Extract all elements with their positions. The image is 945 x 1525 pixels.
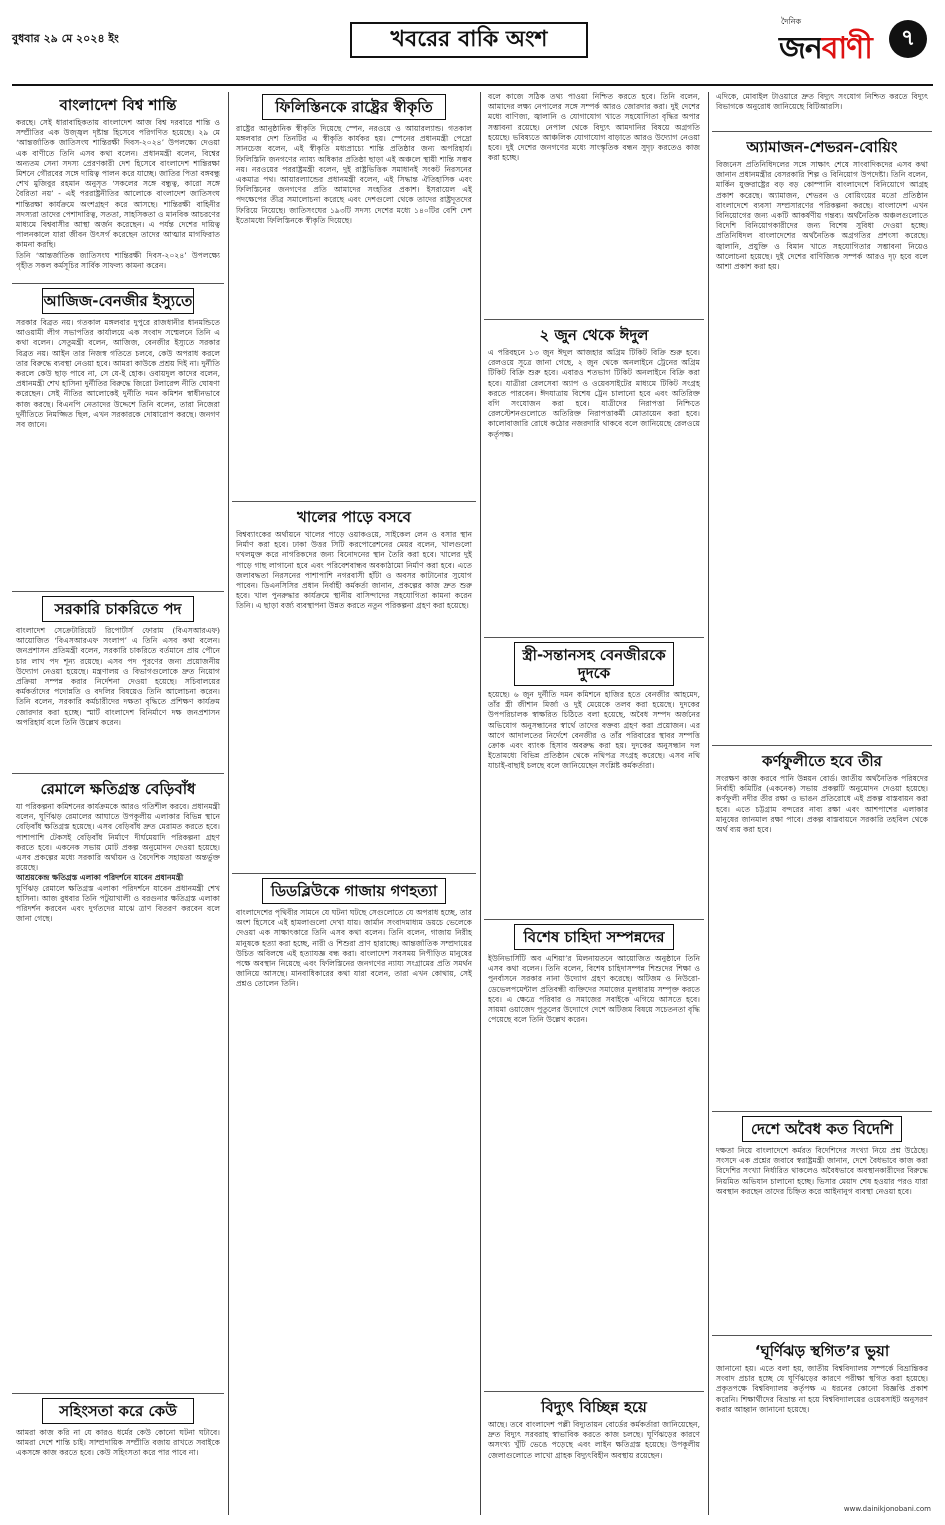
masthead: [12, 8, 933, 86]
headline: ডিডব্লিউকে গাজায় গণহত্যা: [262, 878, 446, 904]
article-palestine-recognition: [232, 92, 476, 502]
article-remal-embankment: [12, 776, 224, 1394]
headline: সরকারি চাকরিতে পদ: [42, 596, 194, 622]
article-body: করছে। সেই ধারাবাহিকতায় বাংলাদেশ আজ বিশ্ব দরবারে শান্তি ও সম্প্রীতির এক উজ্জ্বল দৃষ্টান্ত হিসেবে পরিগণিত হয়েছে। ২৯ মে ‘আন্তর্জাতিক জাতিসংঘ শান্তিরক্ষী দিবস-২০২৪’ উপলক্ষ্যে দেওয়া এক বাণীতে তিনি এসব কথা বলেন। প্রধানমন্ত্রী বলেন, বিশ্বের অন্যতম সেনা সদস্য প্রেরণকারী দেশ হিসেবে বাংলাদেশ শান্তিরক্ষা মিশনে গৌরবের সঙ্গে দায়িত্ব পালন করে যাচ্ছে। জাতির পিতা বঙ্গবন্ধু শেখ মুজিবুর রহমান অনুসৃত ‘সকলের সঙ্গে বন্ধুত্ব, কারো সঙ্গে বৈরিতা নয়’ - এই পররাষ্ট্রনীতির আলোকে বাংলাদেশ জাতিসংঘ শান্তিরক্ষা কার্যক্রমে অংশগ্রহণ করে আসছে। শান্তিরক্ষী বাহিনীর সদস্যরা তাদের পেশাদারিত্ব, সততা, সাহসিকতা ও মানবিক আচরণের মাধ্যমে বিশ্ববাসীর আস্থা অর্জন করেছেন। এ পর্যন্ত দেশের দায়িত্ব পালনকালে যারা জীবন উৎসর্গ করেছেন তাদের আত্মার মাগফিরাত কামনা করছি।: [16, 118, 220, 250]
headline: কর্ণফুলীতে হবে তীর: [762, 752, 882, 770]
headline: আজিজ-বেনজীর ইস্যুতে: [42, 288, 194, 314]
article-fake-news: [712, 1338, 932, 1515]
column-4: [712, 92, 932, 1515]
article-body: সংরক্ষণ কাজ করবে পানি উন্নয়ন বোর্ড। জাতীয় অর্থনৈতিক পরিষদের নির্বাহী কমিটির (একনেক) সভায় প্রকল্পটি অনুমোদন দেওয়া হয়েছে। কর্ণফুলী নদীর তীর রক্ষা ও ভাঙন প্রতিরোধে এই প্রকল্প বাস্তবায়ন করা হবে। এতে চট্টগ্রাম বন্দরের নাব্য রক্ষা এবং আশপাশের এলাকার মানুষের জানমাল রক্ষা পাবে। প্রকল্প বাস্তবায়নে সরকারি তহবিল থেকে অর্থ ব্যয় করা হবে।: [716, 774, 928, 835]
website-url: www.dainikjonobani.com: [843, 1505, 931, 1513]
page-number-badge: ৭: [889, 20, 927, 58]
article-body: দক্ষতা নিয়ে বাংলাদেশে কর্মরত বিদেশিদের সংখ্যা নিয়ে প্রশ্ন উঠেছে। সংসদে এক প্রশ্নের জবাবে স্বরাষ্ট্রমন্ত্রী জানান, দেশে বৈধভাবে কাজ করা বিদেশির সংখ্যা নির্ধারিত থাকলেও অবৈধভাবে অবস্থানকারীদের বিরুদ্ধে নিয়মিত অভিযান চালানো হচ্ছে। ভিসার মেয়াদ শেষ হওয়ার পরও যারা অবস্থান করছেন তাদের চিহ্নিত করে আইনানুগ ব্যবস্থা নেওয়া হবে।: [716, 1146, 928, 1196]
article-body: ইউনিভার্সিটি অব এশিয়া’র মিলনায়তনে আয়োজিত অনুষ্ঠানে তিনি এসব কথা বলেন। তিনি বলেন, বিশেষ চাহিদাসম্পন্ন শিশুদের শিক্ষা ও পুনর্বাসনে সরকার নানা উদ্যোগ গ্রহণ করেছে। অটিজম ও নিউরো-ডেভেলপমেন্টাল প্রতিবন্ধী ব্যক্তিদের সমাজের মূলধারায় সম্পৃক্ত করতে হবে। এ ক্ষেত্রে পরিবার ও সমাজের সবাইকে এগিয়ে আসতে হবে। সায়মা ওয়াজেদ পুতুলের উদ্যোগে দেশে অটিজম বিষয়ে সচেতনতা বৃদ্ধি পেয়েছে বলে তিনি উল্লেখ করেন।: [488, 954, 700, 1025]
article-body: আছে। তবে বাংলাদেশ পল্লী বিদ্যুতায়ন বোর্ডের কর্মকর্তারা জানিয়েছেন, দ্রুত বিদ্যুৎ সরবরাহ স্বাভাবিক করতে কাজ চলছে। ঘূর্ণিঝড়ের কারণে অসংখ্য খুঁটি ভেঙে পড়েছে এবং লাইন ক্ষতিগ্রস্ত হয়েছে। উপকূলীয় জেলাগুলোতে লাখো গ্রাহক বিদ্যুৎবিহীন অবস্থায় রয়েছেন।: [488, 1420, 700, 1460]
headline: ‘ঘূর্ণিঝড় স্থগিত’র ভুয়া: [754, 1342, 890, 1360]
article-dw-gaza: [232, 876, 476, 1515]
headline: অ্যামাজন-শেভরন-বোয়িং: [746, 138, 898, 156]
article-body: বলে কাজে সঠিক তথ্য পাওয়া নিশ্চিত করতে হবে। তিনি বলেন, আমাদের লক্ষ্য নেপালের সঙ্গে সম্পর্ক আরও জোরদার করা। দুই দেশের মধ্যে বাণিজ্য, জ্বালানি ও যোগাযোগ খাতে সহযোগিতা বৃদ্ধির অপার সম্ভাবনা রয়েছে। নেপাল থেকে বিদ্যুৎ আমদানির বিষয়ে অগ্রগতি হয়েছে। ভবিষ্যতে আঞ্চলিক যোগাযোগ বাড়াতে আরও উদ্যোগ নেওয়া হবে। দুই দেশের জনগণের মধ্যে সাংস্কৃতিক বন্ধন সুদৃঢ় করতেও কাজ করা হচ্ছে।: [488, 92, 700, 163]
article-illegal-foreigners: [712, 1114, 932, 1336]
article-body: রাষ্ট্রের আনুষ্ঠানিক স্বীকৃতি দিয়েছে স্পেন, নরওয়ে ও আয়ারল্যান্ড। গতকাল মঙ্গলবার দেশ তিনটির এ স্বীকৃতি কার্যকর হয়। স্পেনের প্রধানমন্ত্রী পেদ্রো সানচেজ বলেন, এই স্বীকৃতি মধ্যপ্রাচ্যে শান্তি প্রতিষ্ঠার জন্য অপরিহার্য। ফিলিস্তিনি জনগণের ন্যায্য অধিকার প্রতিষ্ঠা ছাড়া এই অঞ্চলে স্থায়ী শান্তি সম্ভব নয়। নরওয়ের পররাষ্ট্রমন্ত্রী বলেন, দুই রাষ্ট্রভিত্তিক সমাধানই সংকট নিরসনের একমাত্র পথ। আয়ারল্যান্ডের প্রধানমন্ত্রী বলেন, এই সিদ্ধান্ত ঐতিহাসিক এবং ফিলিস্তিনের জনগণের প্রতি আমাদের সংহতির প্রকাশ। ইসরায়েল এই পদক্ষেপের তীব্র সমালোচনা করেছে এবং দেশগুলো থেকে তাদের রাষ্ট্রদূতদের ফিরিয়ে নিয়েছে। জাতিসংঘের ১৯৩টি সদস্য দেশের মধ্যে ১৪০টির বেশি দেশ ইতোমধ্যে ফিলিস্তিনকে স্বীকৃতি দিয়েছে।: [236, 124, 472, 225]
headline: খালের পাড়ে বসবে: [296, 508, 411, 526]
article-violence: [12, 1396, 224, 1515]
headline: স্ত্রী-সন্তানসহ বেনজীরকে দুদকে: [514, 642, 674, 686]
article-benazir-acc: [484, 640, 704, 920]
column-rule: [708, 92, 709, 1515]
article-body: তিনি ‘আন্তর্জাতিক জাতিসংঘ শান্তিরক্ষী দিবস-২০২৪’ উপলক্ষ্যে গৃহীত সকল কর্মসূচির সার্বিক সাফল্য কামনা করেন।: [16, 250, 220, 270]
article-body: সরকার বিব্রত নয়। গতকাল মঙ্গলবার দুপুরে রাজধানীর ধানমন্ডিতে আওয়ামী লীগ সভাপতির কার্যালয়ে এক সংবাদ সম্মেলনে তিনি এ কথা বলেন। সেতুমন্ত্রী বলেন, আজিজ, বেনজীর ইস্যুতে সরকার বিব্রত নয়। আইন তার নিজস্ব গতিতে চলবে, কেউ অপরাধ করলে তার বিরুদ্ধে ব্যবস্থা নেওয়া হবে। আমরা কাউকে প্রশ্রয় দিই না। দুর্নীতি করলে কেউ ছাড় পাবে না, সে যে-ই হোক। ওবায়দুল কাদের বলেন, প্রধানমন্ত্রী শেখ হাসিনা দুর্নীতির বিরুদ্ধে জিরো টলারেন্স নীতি ঘোষণা করেছেন। সেই নীতির আলোকেই দুর্নীতি দমন কমিশন স্বাধীনভাবে কাজ করছে। বিএনপি নেতাদের উদ্দেশে তিনি বলেন, তারা নিজেরা দুর্নীতিতে নিমজ্জিত ছিল, এখন সরকারকে দোষারোপ করছে। জনগণ সব জানে।: [16, 318, 220, 430]
column-rule: [228, 92, 229, 1515]
column-3: [484, 92, 704, 1515]
column-rule: [480, 92, 481, 1515]
article-karnaphuli: [712, 748, 932, 1112]
headline: সহিংসতা করে কেউ: [42, 1398, 194, 1424]
headline: বিশেষ চাহিদা সম্পন্নদের: [514, 924, 674, 950]
headline: ২ জুন থেকে ঈদুল: [539, 326, 649, 344]
article-body: বিজনেস প্রতিনিধিদলের সঙ্গে সাক্ষাৎ শেষে সাংবাদিকদের এসব কথা জানান প্রধানমন্ত্রীর বেসরকারি শিল্প ও বিনিয়োগ উপদেষ্টা। তিনি বলেন, মার্কিন যুক্তরাষ্ট্রের বড় বড় কোম্পানি বাংলাদেশে বিনিয়োগে আগ্রহ প্রকাশ করেছে। অ্যামাজন, শেভরন ও বোয়িংয়ের মতো প্রতিষ্ঠান বাংলাদেশে ব্যবসা সম্প্রসারণের পরিকল্পনা করছে। বাংলাদেশ এখন বিনিয়োগের জন্য একটি আকর্ষণীয় গন্তব্য। অর্থনৈতিক অঞ্চলগুলোতে বিদেশি বিনিয়োগকারীদের জন্য বিশেষ সুবিধা দেওয়া হচ্ছে। প্রতিনিধিদল বাংলাদেশের অর্থনৈতিক অগ্রগতির প্রশংসা করেছে। জ্বালানি, প্রযুক্তি ও বিমান খাতে সহযোগিতার সম্ভাবনা নিয়েও আলোচনা হয়েছে। দুই দেশের বাণিজ্যিক সম্পর্ক আরও দৃঢ় হবে বলে আশা প্রকাশ করা হয়।: [716, 160, 928, 272]
article-body: হয়েছে। ৬ জুন দুর্নীতি দমন কমিশনে হাজির হতে বেনজীর আহমেদ, তাঁর স্ত্রী জীশান মির্জা ও দুই মেয়েকে তলব করা হয়েছে। দুদকের উপপরিচালক স্বাক্ষরিত চিঠিতে বলা হয়েছে, অবৈধ সম্পদ অর্জনের অভিযোগ অনুসন্ধানের স্বার্থে তাদের বক্তব্য গ্রহণ করা প্রয়োজন। এর আগে আদালতের নির্দেশে বেনজীর ও তাঁর পরিবারের স্থাবর সম্পত্তি ক্রোক এবং ব্যাংক হিসাব অবরুদ্ধ করা হয়। দুদকের অনুসন্ধান দল ইতোমধ্যে বিভিন্ন প্রতিষ্ঠান থেকে নথিপত্র সংগ্রহ করেছে। এসব নথি যাচাই-বাছাই চলছে বলে জানিয়েছেন সংশ্লিষ্ট কর্মকর্তারা।: [488, 690, 700, 771]
article-eid-tickets: [484, 322, 704, 638]
article-body: বাংলাদেশ সেক্রেটারিয়েট রিপোর্টার্স ফোরাম (বিএসআরএফ) আয়োজিত ‘বিএসআরএফ সংলাপ’ এ তিনি এসব কথা বলেন। জনপ্রশাসন প্রতিমন্ত্রী বলেন, সরকারি চাকরিতে বর্তমানে প্রায় পৌনে চার লাখ পদ শূন্য রয়েছে। এসব পদ পূরণের জন্য প্রয়োজনীয় উদ্যোগ নেওয়া হয়েছে। মন্ত্রণালয় ও বিভাগগুলোকে দ্রুত নিয়োগ প্রক্রিয়া সম্পন্ন করার নির্দেশনা দেওয়া হয়েছে। সচিবালয়ের কর্মকর্তাদের পদোন্নতি ও বদলির বিষয়েও তিনি আলোচনা করেন। তিনি বলেন, সরকারি কর্মচারীদের দক্ষতা বৃদ্ধিতে প্রশিক্ষণ কার্যক্রম জোরদার করা হচ্ছে। স্মার্ট বাংলাদেশ বিনির্মাণে দক্ষ জনপ্রশাসন অপরিহার্য বলে তিনি উল্লেখ করেন।: [16, 626, 220, 727]
logo-wordmark: জনবাণী: [779, 31, 872, 66]
headline: রেমালে ক্ষতিগ্রস্ত বেড়িবাঁধ: [40, 780, 196, 798]
headline: ফিলিস্তিনকে রাষ্ট্রের স্বীকৃতি: [262, 94, 446, 120]
article-body: জানানো হয়। এতে বলা হয়, জাতীয় বিশ্ববিদ্যালয় সম্পর্কে বিভ্রান্তিকর সংবাদ প্রচার হচ্ছে যে ঘূর্ণিঝড়ের কারণে পরীক্ষা স্থগিত করা হয়েছে। প্রকৃতপক্ষে বিশ্ববিদ্যালয় কর্তৃপক্ষ এ ধরনের কোনো বিজ্ঞপ্তি প্রকাশ করেনি। শিক্ষার্থীদের বিভ্রান্ত না হয়ে বিশ্ববিদ্যালয়ের ওয়েবসাইট অনুসরণ করার আহ্বান জানানো হয়েছে।: [716, 1364, 928, 1414]
headline: দেশে অবৈধ কত বিদেশি: [742, 1116, 902, 1142]
article-subhead: আশ্রয়কেন্দ্র ক্ষতিগ্রস্ত এলাকা পরিদর্শনে যাবেন প্রধানমন্ত্রী: [16, 873, 184, 883]
column-1: [12, 92, 224, 1515]
headline: বাংলাদেশ বিশ্ব শান্তি: [59, 96, 177, 114]
article-body: বিশ্বব্যাংকের অর্থায়নে খালের পাড়ে ওয়াকওয়ে, সাইকেল লেন ও বসার স্থান নির্মাণ করা হবে। ঢাকা উত্তর সিটি করপোরেশনের মেয়র বলেন, খালগুলো দখলমুক্ত করে নাগরিকদের জন্য বিনোদনের স্থান তৈরি করা হবে। খালের দুই পাড়ে গাছ লাগানো হবে এবং পরিবেশবান্ধব অবকাঠামো নির্মাণ করা হবে। এতে জলাবদ্ধতা নিরসনের পাশাপাশি নগরবাসী হাঁটা ও অবসর কাটানোর সুযোগ পাবেন। ডিএনসিসির প্রধান নির্বাহী কর্মকর্তা জানান, প্রকল্পের কাজ দ্রুত শুরু হবে। খাল পুনরুদ্ধার কার্যক্রমে স্থানীয় বাসিন্দাদের সহযোগিতা কামনা করেন তিনি। এ ছাড়া বর্জ্য ব্যবস্থাপনা উন্নত করতে নতুন পরিকল্পনা গ্রহণ করা হয়েছে।: [236, 530, 472, 611]
issue-date: বুধবার ২৯ মে ২০২৪ ইং: [12, 32, 119, 45]
article-amazon-chevron-boeing: [712, 134, 932, 746]
article-special-needs: [484, 922, 704, 1392]
article-body: এ পরিবহনে ১৩ জুন ঈদুল আজহার অগ্রিম টিকিট বিক্রি শুরু হবে। রেলওয়ে সূত্রে জানা গেছে, ২ জুন থেকে অনলাইনে ট্রেনের অগ্রিম টিকিট বিক্রি শুরু হবে। এবারও শতভাগ টিকিট অনলাইনে বিক্রি করা হবে। যাত্রীরা রেলসেবা অ্যাপ ও ওয়েবসাইটের মাধ্যমে টিকিট সংগ্রহ করতে পারবেন। ঈদযাত্রায় বিশেষ ট্রেন চালানো হবে এবং অতিরিক্ত বগি সংযোজন করা হবে। যাত্রীদের নিরাপত্তা নিশ্চিতে রেলস্টেশনগুলোতে অতিরিক্ত নিরাপত্তাকর্মী মোতায়েন করা হবে। কালোবাজারি রোধে কঠোর নজরদারি থাকবে বলে জানিয়েছে রেলওয়ে কর্তৃপক্ষ।: [488, 348, 700, 439]
logo-tagline: দৈনিক: [781, 17, 802, 26]
article-body: বাংলাদেশের পৃথিবীর সামনে যে ঘটনা ঘটছে সেগুলোতে যে অপরাধ হচ্ছে, তার অংশ হিসেবে এই হামলাগুলো দেখা যায়। জার্মান সংবাদমাধ্যম ডয়চে ভেলেকে দেওয়া এক সাক্ষাৎকারে তিনি এসব কথা বলেন। তিনি বলেন, গাজায় নিরীহ মানুষকে হত্যা করা হচ্ছে, নারী ও শিশুরা প্রাণ হারাচ্ছে। আন্তর্জাতিক সম্প্রদায়ের উচিত অবিলম্বে এই হত্যাযজ্ঞ বন্ধ করা। বাংলাদেশ সবসময় নিপীড়িত মানুষের পক্ষে অবস্থান নিয়েছে এবং ফিলিস্তিনের জনগণের ন্যায্য সংগ্রামের প্রতি সমর্থন জানিয়ে আসছে। মানবাধিকারের কথা যারা বলেন, তারা এখন কোথায়, সেই প্রশ্নও তোলেন তিনি।: [236, 908, 472, 989]
section-title: খবরের বাকি অংশ: [350, 22, 588, 58]
article-bangladesh-peace: [12, 92, 224, 284]
article-aziz-benazir: [12, 286, 224, 592]
newspaper-logo: [779, 14, 879, 74]
article-body: ঘূর্ণিঝড় রেমালে ক্ষতিগ্রস্ত এলাকা পরিদর্শনে যাবেন প্রধানমন্ত্রী শেখ হাসিনা। আজ বুধবার তিনি পটুয়াখালী ও বরগুনার ক্ষতিগ্রস্ত এলাকা পরিদর্শন করবেন এবং দুর্গতদের মাঝে ত্রাণ বিতরণ করবেন বলে জানা গেছে।: [16, 883, 220, 924]
article-canal-bank: [232, 504, 476, 874]
article-body: যা পরিকল্পনা কমিশনের কার্যক্রমকে আরও গতিশীল করবে। প্রধানমন্ত্রী বলেন, ঘূর্ণিঝড় রেমালের আঘাতে উপকূলীয় এলাকার বিভিন্ন স্থানে বেড়িবাঁধ ক্ষতিগ্রস্ত হয়েছে। এসব বেড়িবাঁধ দ্রুত মেরামত করতে হবে। পাশাপাশি টেকসই বেড়িবাঁধ নির্মাণে দীর্ঘমেয়াদি পরিকল্পনা গ্রহণ করতে হবে। একনেক সভায় মোট প্রকল্প অনুমোদন দেওয়া হয়েছে। এসব প্রকল্পের মধ্যে সরকারি অর্থায়ন ও বৈদেশিক সহায়তা অন্তর্ভুক্ত রয়েছে।: [16, 802, 220, 873]
article-body: আমরা কাজ করি না যে কারও ধর্মের কেউ কোনো ঘটনা ঘটাবে। আমরা দেশে শান্তি চাই। সাম্প্রদায়িক সম্প্রীতি বজায় রাখতে সবাইকে একসঙ্গে কাজ করতে হবে। কেউ সহিংসতা করে পার পাবে না।: [16, 1428, 220, 1458]
column-2: [232, 92, 476, 1515]
article-btrc: [712, 92, 932, 132]
article-body: এদিকে, মোবাইল টাওয়ারে দ্রুত বিদ্যুৎ সংযোগ নিশ্চিত করতে বিদ্যুৎ বিভাগকে অনুরোধ জানিয়েছে বিটিআরসি।: [716, 92, 928, 112]
article-govt-jobs: [12, 594, 224, 774]
article-nepal: [484, 92, 704, 320]
article-power-outage: [484, 1394, 704, 1515]
headline: বিদ্যুৎ বিচ্ছিন্ন হয়ে: [541, 1398, 647, 1416]
